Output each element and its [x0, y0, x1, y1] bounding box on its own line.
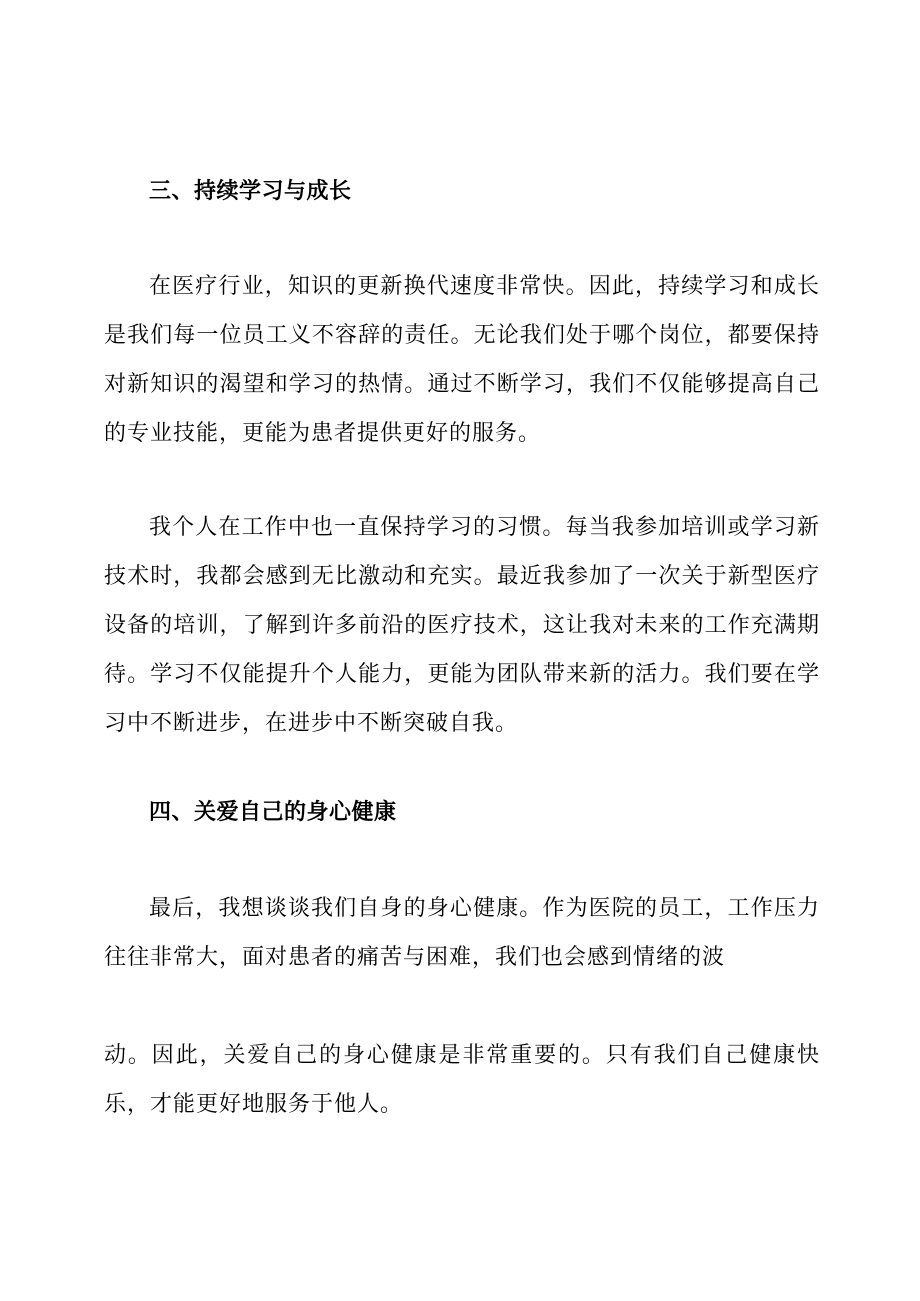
section-heading-3: 三、持续学习与成长	[149, 178, 352, 204]
paragraph-health-2: 动。因此，关爱自己的身心健康是非常重要的。只有我们自己健康快乐，才能更好地服务于他人。	[104, 1043, 820, 1117]
paragraph-learning-1: 在医疗行业，知识的更新换代速度非常快。因此，持续学习和成长是我们每一位员工义不容辞的责任。无论我们处于哪个岗位，都要保持对新知识的渴望和学习的热情。通过不断学习，我们不仅能够提高自己的专业技能，更能为患者提供更好的服务。	[104, 274, 820, 446]
paragraph-learning-2: 我个人在工作中也一直保持学习的习惯。每当我参加培训或学习新技术时，我都会感到无比激动和充实。最近我参加了一次关于新型医疗设备的培训，了解到许多前沿的医疗技术，这让我对未来的工作充满期待。学习不仅能提升个人能力，更能为团队带来新的活力。我们要在学习中不断进步，在进步中不断突破自我。	[104, 515, 820, 736]
section-heading-4: 四、关爱自己的身心健康	[149, 799, 397, 825]
paragraph-health-1: 最后，我想谈谈我们自身的身心健康。作为医院的员工，工作压力往往非常大，面对患者的痛苦与困难，我们也会感到情绪的波	[104, 896, 820, 970]
